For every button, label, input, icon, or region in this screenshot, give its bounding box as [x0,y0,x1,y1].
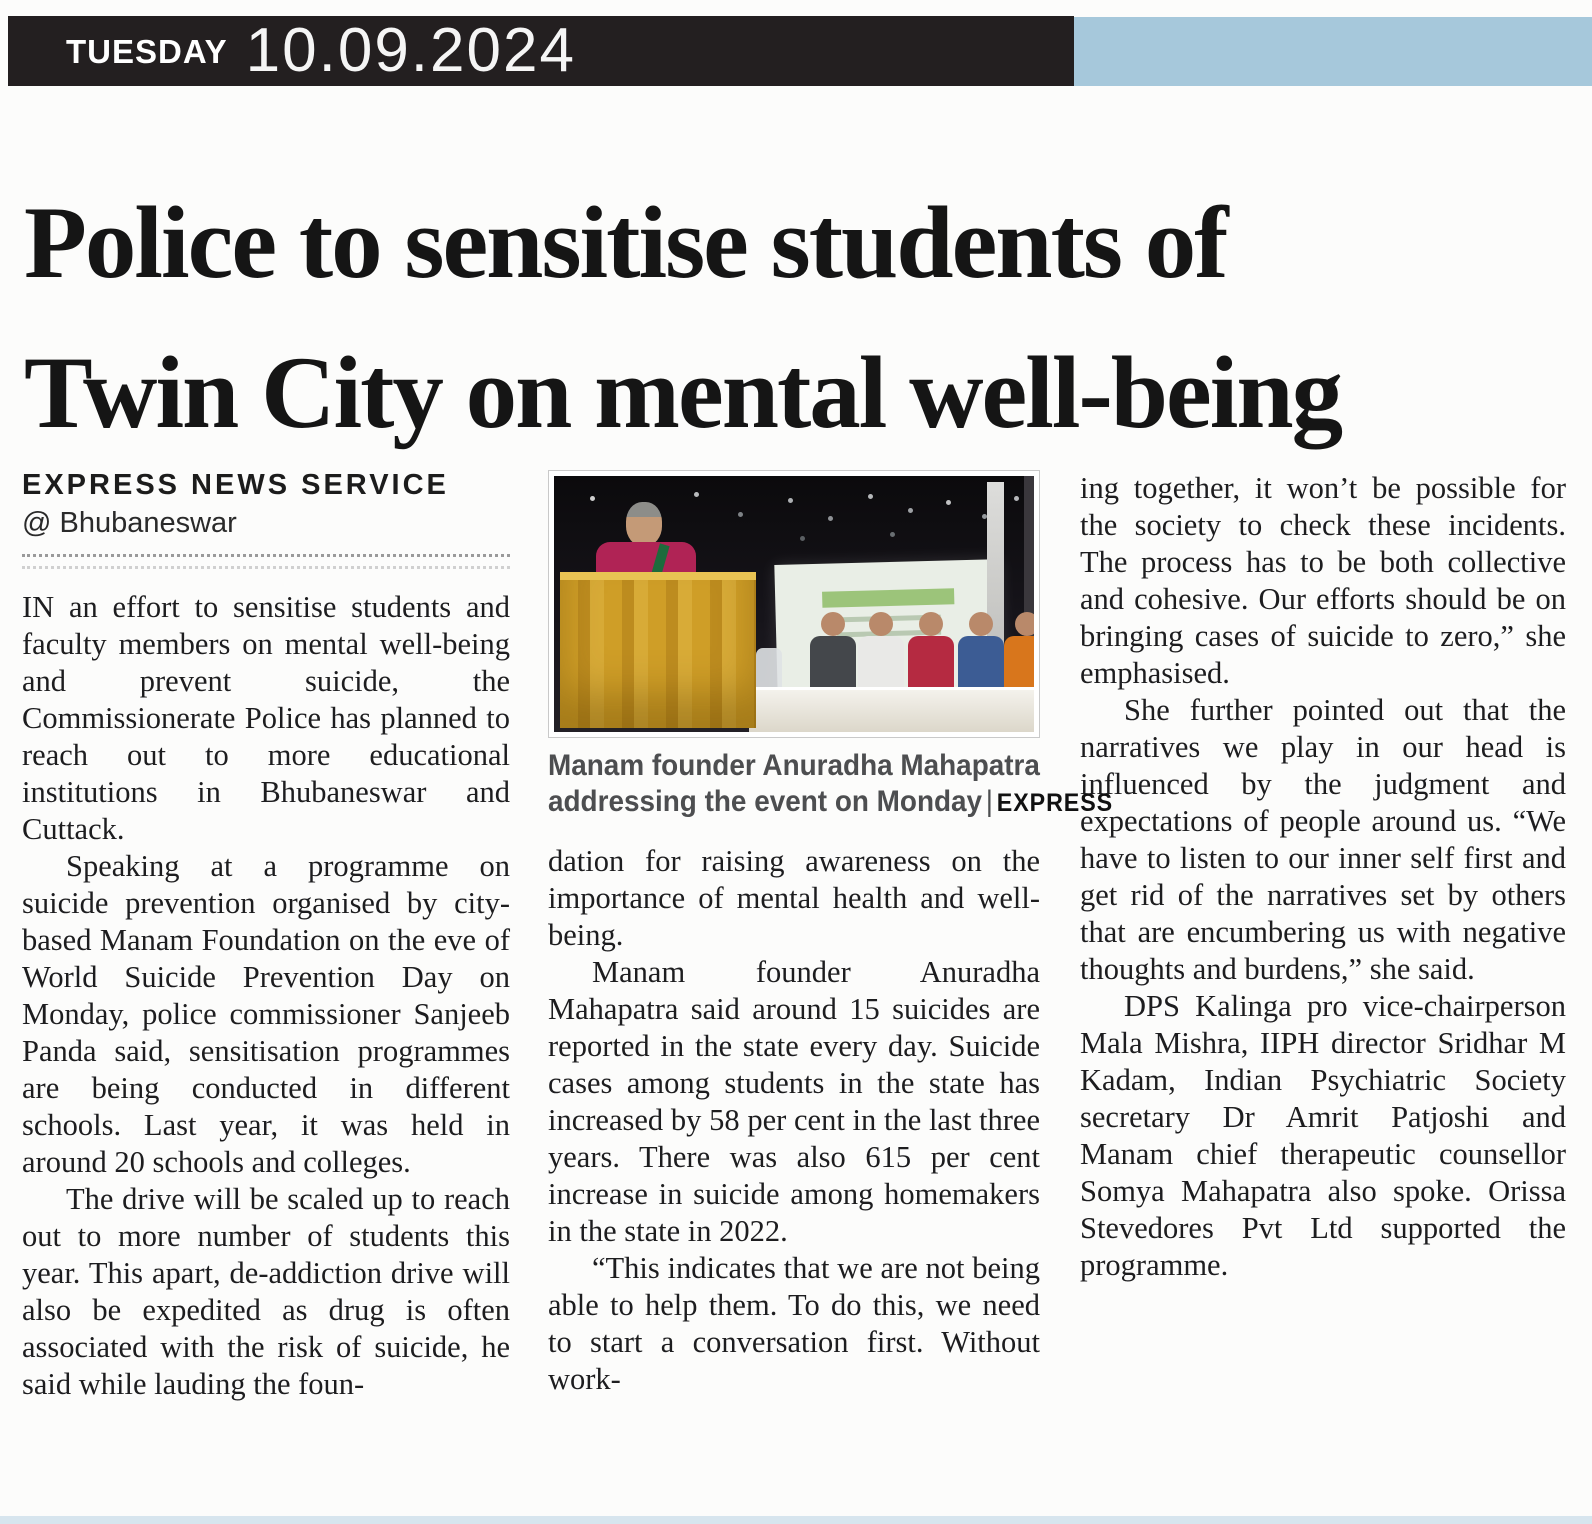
photo-caption [548,748,1114,821]
paragraph: She further pointed out that the narratives we play in our head is influenced by the judgment and expectations of people around us. “We have to listen to our inner self first and get rid of the narratives set by others that are encumbering us with negative thoughts and burdens,” she said. [1080,693,1566,986]
paragraph: IN an effort to sensitise students and faculty members on mental well-being and prevent suicide, the Commissionerate Police has planned to reach out to more educational institutions in Bhubaneswar and Cuttack. [22,589,510,846]
paragraph: ing together, it won’t be possible for the society to check these incidents. The process has to be both collective and cohesive. Our efforts should be on bringing cases of suicide to zero,” she emphasised. [1080,471,1566,690]
white-chair [756,648,782,690]
headline-line-2: Twin City on mental well-being [24,336,1342,450]
masthead-day: TUESDAY [66,32,228,70]
caption-separator: | [985,785,994,818]
stage-lights [590,496,595,501]
panelist-2 [858,636,904,692]
headline-line-1: Police to sensitise students of [24,186,1227,300]
paragraph: dation for raising awareness on the importance of mental health and well-being. [548,844,1040,952]
panelist-5 [1004,636,1034,692]
article-column-3 [1080,470,1566,1284]
panelist-4 [958,636,1004,692]
event-photo [548,470,1040,738]
bottom-accent-strip [0,1516,1592,1524]
byline-divider [22,554,510,569]
article-column-2 [548,470,1114,1398]
wooden-podium [560,572,756,728]
paragraph: “This indicates that we are not being able to help them. To do this, we need to start a conversation first. Without work- [548,1251,1040,1396]
screen-green-banner [822,588,953,607]
event-photo-scene [554,476,1034,732]
article-headline [24,168,1341,468]
photo-caption-line-2: addressing the event on Monday | EXPRESS [548,785,1114,818]
paragraph: Manam founder Anuradha Mahapatra said around 15 suicides are reported in the state every day. Suicide cases among students in the state has increased by 58 per cent in the last three years. There was also 615 per cent increase in suicide among homemakers in the state in 2022. [548,955,1040,1248]
byline-agency: EXPRESS NEWS SERVICE [22,469,449,501]
panelist-1 [810,636,856,692]
paragraph: The drive will be scaled up to reach out to more number of students this year. This apart, de-addiction drive will also be expedited as drug is often associated with the risk of suicide, he said while lauding the foun- [22,1181,510,1401]
panelist-3 [908,636,954,692]
masthead-date-bar [8,16,1074,86]
photo-credit: EXPRESS [996,789,1114,817]
paragraph: Speaking at a programme on suicide prevention organised by city-based Manam Foundation on the eve of World Suicide Prevention Day on Monday, police commissioner Sanjeeb Panda said, sensitisation programmes are being conducted in different schools. Last year, it was held in around 20 schools and colleges. [22,848,510,1179]
masthead-date: 10.09.2024 [245,16,576,85]
article-column-1 [22,470,510,1403]
photo-caption-line-1: Manam founder Anuradha Mahapatra [548,749,1040,782]
masthead-accent-strip [1074,17,1592,86]
speaker-head [626,502,662,546]
panel-table [749,687,1034,732]
byline-location: @ Bhubaneswar [22,506,237,539]
paragraph: DPS Kalinga pro vice-chairperson Mala Mishra, IIPH director Sridhar M Kadam, Indian Psychiatric Society secretary Dr Amrit Patjoshi and Manam chief therapeutic counsellor Somya Mahapatra also spoke. Orissa Stevedores Pvt Ltd supported the programme. [1080,989,1566,1282]
